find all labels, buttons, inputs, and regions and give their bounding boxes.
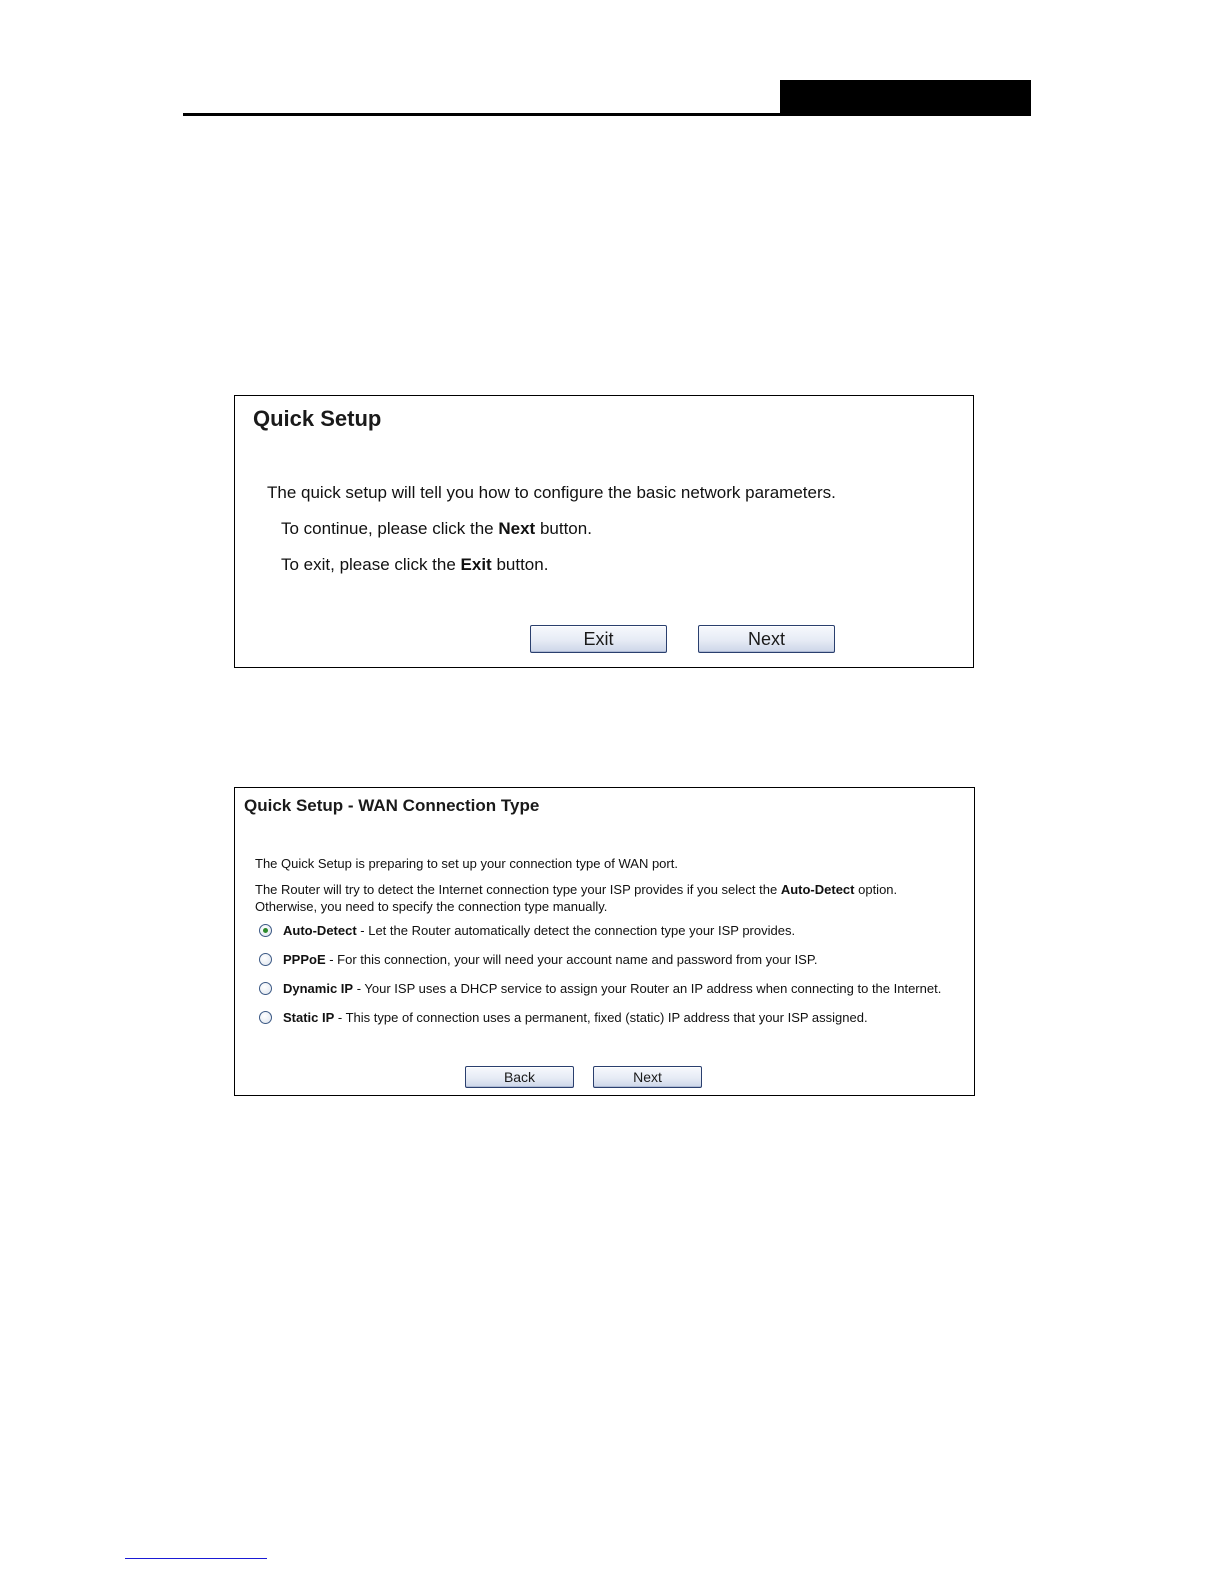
quick-setup-panel [234,395,974,668]
auto-detect-note [255,881,897,898]
wan-setup-title: Quick Setup - WAN Connection Type [244,796,540,815]
option-auto-detect-desc: - Let the Router automatically detect the connection type your ISP provides. [356,923,796,938]
wan-next-button[interactable]: Next [593,1066,702,1088]
option-dynamic-ip-name: Dynamic IP [283,981,354,996]
continue-instruction [281,519,592,539]
header-rule [183,113,1031,116]
exit-button[interactable]: Exit [530,625,667,653]
option-auto-detect-name: Auto-Detect [283,923,357,938]
exit-bold: Exit [460,555,492,574]
option-pppoe-label [283,952,817,967]
footer-link-underline [125,1558,267,1559]
option-pppoe-name: PPPoE [283,952,326,967]
option-static-ip-desc: - This type of connection uses a permanent, fixed (static) IP address that your ISP assigned. [334,1010,868,1025]
continue-bold: Next [498,519,536,538]
radio-dynamic-ip[interactable] [259,982,272,995]
radio-auto-detect[interactable] [259,924,272,937]
detect-prefix: The Router will try to detect the Internet connection type your ISP provides if you select the [255,882,781,897]
quick-setup-title: Quick Setup [253,406,382,431]
detect-bold: Auto-Detect [780,882,855,897]
radio-checked-dot [263,928,268,933]
continue-prefix: To continue, please click the [281,519,499,538]
wan-setup-intro: The Quick Setup is preparing to set up your connection type of WAN port. [255,856,678,871]
exit-prefix: To exit, please click the [281,555,461,574]
option-dynamic-ip-desc: - Your ISP uses a DHCP service to assign your Router an IP address when connecting to the Internet. [353,981,942,996]
option-static-ip-name: Static IP [283,1010,335,1025]
wan-connection-panel [234,787,975,1096]
quick-setup-intro: The quick setup will tell you how to configure the basic network parameters. [267,483,836,502]
radio-static-ip[interactable] [259,1011,272,1024]
back-button[interactable]: Back [465,1066,574,1088]
exit-suffix: button. [491,555,549,574]
manual-note: Otherwise, you need to specify the connection type manually. [255,899,608,914]
option-static-ip-label [283,1010,868,1025]
continue-suffix: button. [535,519,592,538]
exit-instruction [281,555,548,575]
next-button[interactable]: Next [698,625,835,653]
option-auto-detect-label [283,923,795,938]
option-pppoe-desc: - For this connection, your will need your account name and password from your ISP. [325,952,818,967]
radio-pppoe[interactable] [259,953,272,966]
option-dynamic-ip-label [283,981,941,996]
detect-suffix: option. [854,882,898,897]
header-block [780,80,1031,116]
